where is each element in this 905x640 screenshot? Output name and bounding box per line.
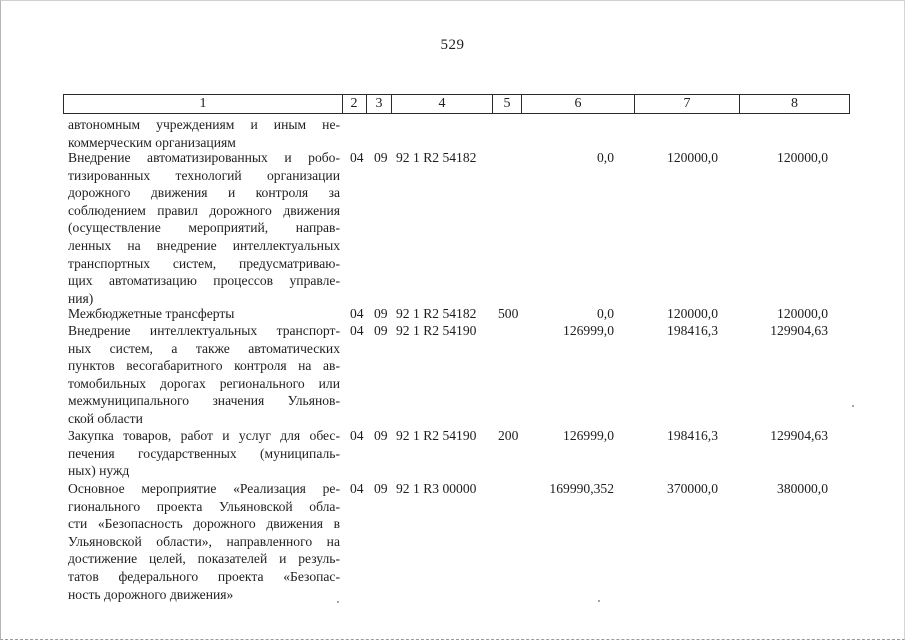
description-line: томобильных дорогах регионального или <box>68 375 340 391</box>
code-rz: 04 <box>350 306 364 321</box>
amount-col-6: 126999,0 <box>563 323 614 338</box>
description-line: Закупка товаров, работ и услуг для обес- <box>68 428 340 443</box>
description-line: печения государственных (муниципаль- <box>68 445 340 461</box>
code-rz: 04 <box>350 428 364 443</box>
amount-col-7: 198416,3 <box>667 428 718 443</box>
code-csr: 92 1 R2 54182 <box>396 150 477 165</box>
code-pr: 09 <box>374 323 388 338</box>
row-description <box>68 149 340 307</box>
code-pr: 09 <box>374 428 388 443</box>
page-number: 529 <box>440 37 465 53</box>
amount-col-7: 370000,0 <box>667 481 718 496</box>
description-line: коммерческим организациям <box>68 134 236 150</box>
row-description <box>68 427 340 480</box>
description-line: ленных на внедрение интеллектуальных <box>68 237 340 253</box>
row-description <box>68 305 340 323</box>
description-line: татов федерального проекта «Безопас- <box>68 568 340 584</box>
scan-speck <box>852 405 854 407</box>
header-col-7: 7 <box>635 94 740 114</box>
description-line: сти «Безопасность дорожного движения в <box>68 516 340 532</box>
description-line: автономным учреждениям и иным не- <box>68 117 340 132</box>
description-line: соблюдением правил дорожного движения <box>68 202 340 218</box>
description-line: Межбюджетные трансферты <box>68 306 235 321</box>
code-csr: 92 1 R2 54182 <box>396 306 477 321</box>
code-csr: 92 1 R2 54190 <box>396 428 477 443</box>
description-line: тизированных технологий организации <box>68 167 340 183</box>
code-pr: 09 <box>374 306 388 321</box>
header-col-2: 2 <box>342 94 367 114</box>
amount-col-6: 126999,0 <box>563 428 614 443</box>
description-line: (осуществление мероприятий, направ- <box>68 220 340 236</box>
amount-col-7: 120000,0 <box>667 150 718 165</box>
code-vr: 200 <box>498 428 519 443</box>
header-col-1: 1 <box>63 94 343 114</box>
description-line: щих автоматизацию процессов управле- <box>68 273 340 289</box>
scan-speck <box>598 600 600 602</box>
description-line: ных) нужд <box>68 463 130 479</box>
amount-col-7: 198416,3 <box>667 323 718 338</box>
row-description <box>68 322 340 428</box>
code-rz: 04 <box>350 150 364 165</box>
amount-col-8: 129904,63 <box>770 323 828 338</box>
amount-col-6: 169990,352 <box>549 481 614 496</box>
row-description <box>68 116 340 151</box>
description-line: Ульяновской области», направленного на <box>68 533 340 549</box>
description-line: межмуниципального значения Ульянов- <box>68 393 340 409</box>
amount-col-6: 0,0 <box>597 306 614 321</box>
code-pr: 09 <box>374 150 388 165</box>
code-csr: 92 1 R2 54190 <box>396 323 477 338</box>
description-line: ных систем, а также автоматических <box>68 340 340 356</box>
code-pr: 09 <box>374 481 388 496</box>
amount-col-8: 129904,63 <box>770 428 828 443</box>
header-col-6: 6 <box>522 94 635 114</box>
code-csr: 92 1 R3 00000 <box>396 481 477 496</box>
amount-col-8: 120000,0 <box>777 306 828 321</box>
header-col-4: 4 <box>392 94 493 114</box>
amount-col-7: 120000,0 <box>667 306 718 321</box>
description-line: пунктов весогабаритного контроля на ав- <box>68 358 340 374</box>
description-line: гионального проекта Ульяновской обла- <box>68 498 340 514</box>
amount-col-6: 0,0 <box>597 150 614 165</box>
description-line: ской области <box>68 410 143 426</box>
description-line: транспортных систем, предусматриваю- <box>68 255 340 271</box>
code-rz: 04 <box>350 323 364 338</box>
description-line: Внедрение интеллектуальных транспорт- <box>68 323 340 338</box>
code-vr: 500 <box>498 306 519 321</box>
scan-speck <box>337 601 339 603</box>
amount-col-8: 380000,0 <box>777 481 828 496</box>
description-line: ния) <box>68 290 94 306</box>
amount-col-8: 120000,0 <box>777 150 828 165</box>
description-line: Основное мероприятие «Реализация ре- <box>68 481 340 496</box>
description-line: ность дорожного движения» <box>68 586 234 602</box>
header-col-3: 3 <box>367 94 392 114</box>
header-col-5: 5 <box>493 94 522 114</box>
description-line: Внедрение автоматизированных и робо- <box>68 150 340 165</box>
code-rz: 04 <box>350 481 364 496</box>
description-line: дорожного движения и контроля за <box>68 185 340 201</box>
description-line: достижение целей, показателей и резуль- <box>68 551 340 567</box>
header-col-8: 8 <box>740 94 850 114</box>
row-description <box>68 480 340 603</box>
